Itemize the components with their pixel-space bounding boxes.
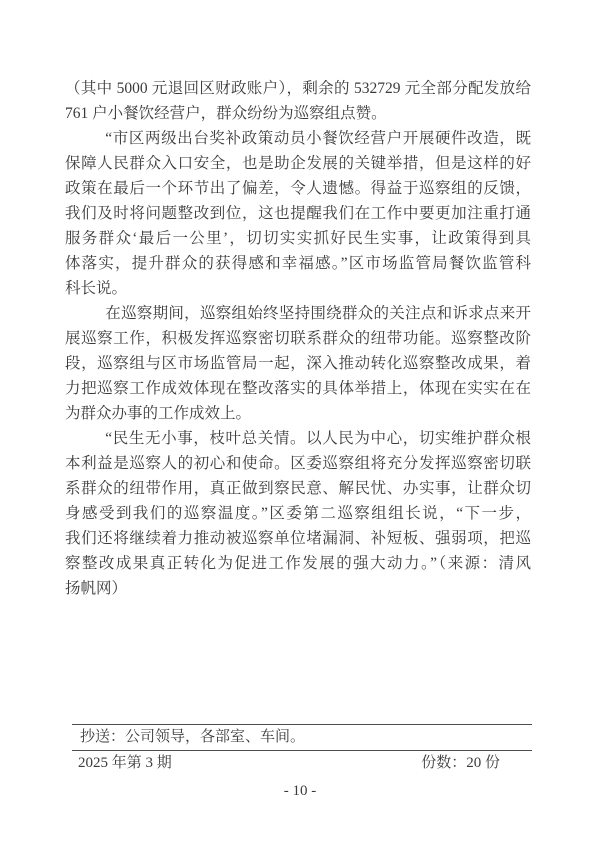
copy-to-note: 抄送：公司领导，各部室、车间。: [80, 729, 306, 745]
document-footer: [72, 724, 532, 776]
copies-count: 份数：20 份: [421, 755, 500, 771]
text-line: 扬帆网）: [65, 580, 128, 597]
text-line: “市区两级出台奖补政策动员小餐饮经营户开展硬件改造，既: [105, 130, 531, 147]
text-line: 服务群众‘最后一公里’，切切实实抓好民生实事，让政策得到具: [65, 230, 531, 247]
issue-number: 2025 年第 3 期: [78, 755, 172, 771]
text-line: 为群众办事的工作成效上。: [65, 405, 252, 422]
text-line: （其中 5000 元退回区财政账户），剩余的 532729 元全部分配发放给: [65, 80, 531, 97]
text-line: 体落实，提升群众的获得感和幸福感。”区市场监管局餐饮监管科: [65, 255, 531, 272]
text-line: 系群众的纽带作用，真正做到察民意、解民忧、办实事，让群众切: [65, 480, 531, 497]
text-line: 察整改成果真正转化为促进工作发展的强大动力。”（来源：清风: [65, 555, 531, 572]
text-line: 科长说。: [65, 280, 128, 297]
text-line: “民生无小事，枝叶总关情。以人民为中心，切实维护群众根: [105, 430, 531, 447]
text-line: 在巡察期间，巡察组始终坚持围绕群众的关注点和诉求点来开: [105, 305, 531, 322]
text-line: 力把巡察工作成效体现在整改落实的具体举措上，体现在实实在在: [65, 380, 531, 397]
text-line: 段，巡察组与区市场监管局一起，深入推动转化巡察整改成果，着: [65, 355, 531, 372]
text-line: 我们及时将问题整改到位，这也提醒我们在工作中要更加注重打通: [65, 205, 531, 222]
text-line: 761 户小餐饮经营户，群众纷纷为巡察组点赞。: [65, 105, 387, 122]
text-line: 我们还将继续着力推动被巡察单位堵漏洞、补短板、强弱项，把巡: [65, 530, 531, 547]
text-line: 展巡察工作，积极发挥巡察密切联系群众的纽带功能。巡察整改阶: [65, 330, 531, 347]
text-line: 保障人民群众入口安全，也是助企发展的关键举措，但是这样的好: [65, 155, 531, 172]
text-line: 本利益是巡察人的初心和使命。区委巡察组将充分发挥巡察密切联: [65, 455, 531, 472]
article-body: [65, 76, 531, 601]
text-line: 身感受到我们的巡察温度。”区委第二巡察组组长说，“下一步，: [65, 505, 531, 522]
text-line: 政策在最后一个环节出了偏差，令人遗憾。得益于巡察组的反馈，: [65, 180, 531, 197]
page-number: - 10 -: [283, 783, 317, 799]
